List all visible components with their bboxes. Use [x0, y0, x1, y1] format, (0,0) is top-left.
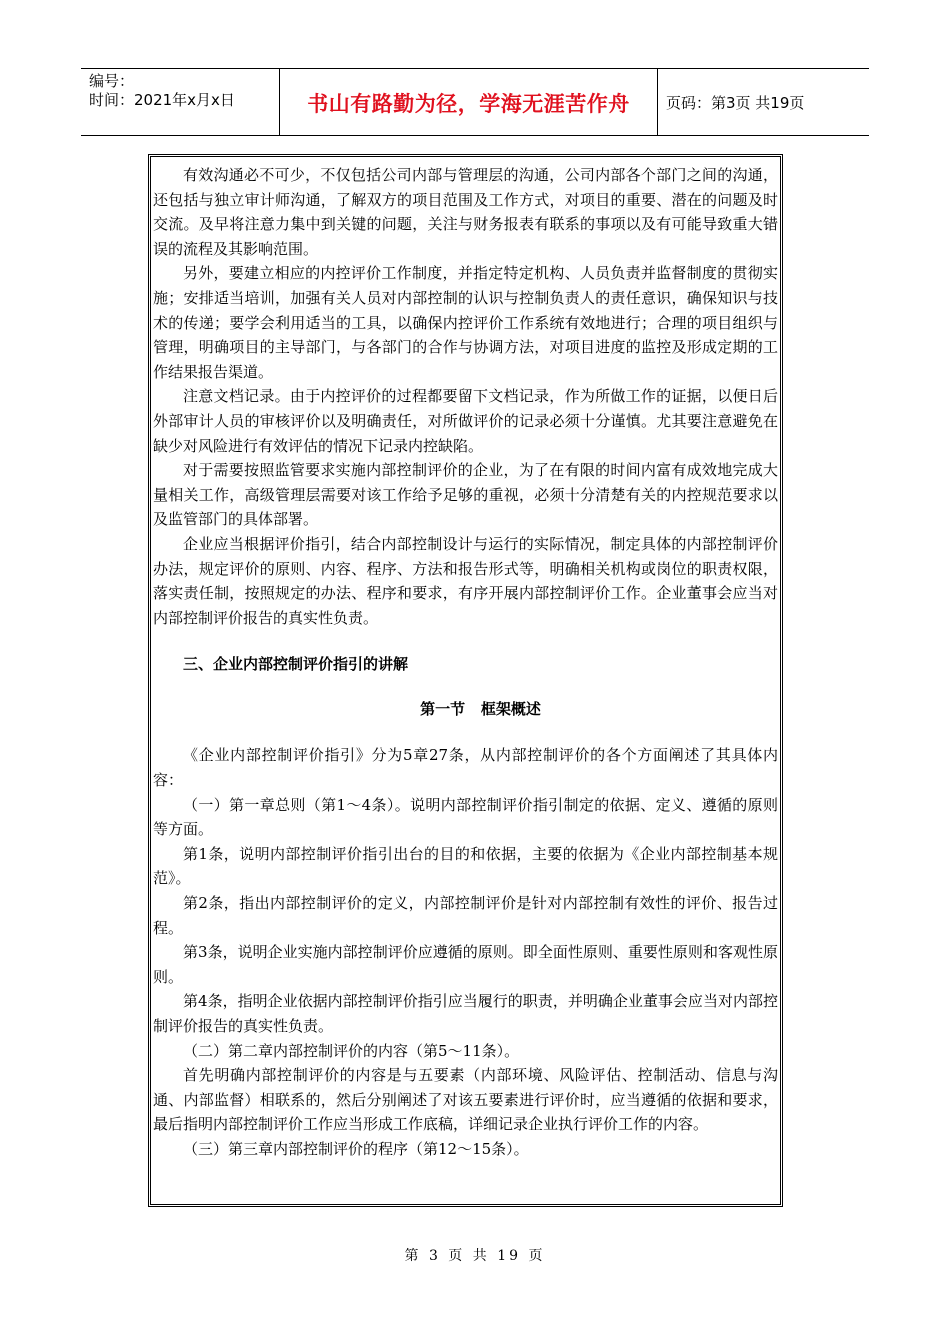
paragraph: 对于需要按照监管要求实施内部控制评价的企业，为了在有限的时间内富有成效地完成大量相关工作，高级管理层需要对该工作给予足够的重视，必须十分清楚有关的内控规范要求以及监管部门的具体部署。 — [153, 461, 778, 529]
paragraph: 另外，要建立相应的内控评价工作制度，并指定特定机构、人员负责并监督制度的贯彻实施；安排适当培训，加强有关人员对内部控制的认识与控制负责人的责任意识，确保知识与技术的传递；要学会利用适当的工具，以确保内控评价工作系统有效地进行；合理的项目组织与管理，明确项目的主导部门，与各部门的合作与协调方法，对项目进度的监控及形成定期的工作结果报告渠道。 — [153, 264, 778, 381]
paragraph: （一）第一章总则（第1～4条）。说明内部控制评价指引制定的依据、定义、遵循的原则等方面。 — [153, 795, 778, 839]
content-body — [153, 163, 778, 1162]
header-meta — [81, 69, 280, 135]
header-page-label: 页码：第3页 共19页 — [666, 93, 805, 112]
subsection-heading: 第一节 框架概述 — [420, 699, 541, 718]
paragraph: （三）第三章内部控制评价的程序（第12～15条）。 — [183, 1139, 529, 1158]
header-motto: 书山有路勤为径，学海无涯苦作舟 — [280, 69, 658, 135]
document-number-label: 编号： — [89, 72, 135, 90]
paragraph: 第1条，说明内部控制评价指引出台的目的和依据，主要的依据为《企业内部控制基本规范》。 — [153, 844, 778, 888]
paragraph: 第2条，指出内部控制评价的定义，内部控制评价是针对内部控制有效性的评价、报告过程。 — [153, 894, 778, 937]
document-time-label: 时间：2021年x月x日 — [89, 91, 235, 109]
page-footer: 第 3 页 共 19 页 — [404, 1248, 546, 1264]
paragraph: （二）第二章内部控制评价的内容（第5～11条）。 — [183, 1041, 520, 1060]
spacer — [153, 721, 778, 743]
paragraph: 第3条，说明企业实施内部控制评价应遵循的原则。即全面性原则、重要性原则和客观性原则。 — [153, 943, 778, 986]
page-header — [81, 68, 869, 136]
paragraph: 注意文档记录。由于内控评价的过程都要留下文档记录，作为所做工作的证据，以便日后外部审计人员的审核评价以及明确责任，对所做评价的记录必须十分谨慎。尤其要注意避免在缺少对风险进行有效评估的情况下记录内控缺陷。 — [153, 387, 778, 455]
paragraph: 有效沟通必不可少，不仅包括公司内部与管理层的沟通，公司内部各个部门之间的沟通，还包括与独立审计师沟通，了解双方的项目范围及工作方式，对项目的重要、潜在的问题及时交流。及早将注意力集中到关键的问题，关注与财务报表有联系的事项以及有可能导致重大错误的流程及其影响范围。 — [153, 166, 778, 258]
paragraph: 首先明确内部控制评价的内容是与五要素（内部环境、风险评估、控制活动、信息与沟通、内部监督）相联系的，然后分别阐述了对该五要素进行评价时，应当遵循的依据和要求，最后指明内部控制评价工作应当形成工作底稿，详细记录企业执行评价工作的内容。 — [153, 1066, 778, 1134]
paragraph: 企业应当根据评价指引，结合内部控制设计与运行的实际情况，制定具体的内部控制评价办法，规定评价的原则、内容、程序、方法和报告形式等，明确相关机构或岗位的职责权限，落实责任制，按照规定的办法、程序和要求，有序开展内部控制评价工作。企业董事会应当对内部控制评价报告的真实性负责。 — [153, 534, 778, 627]
paragraph: 《企业内部控制评价指引》分为5章27条，从内部控制评价的各个方面阐述了其具体内容： — [153, 746, 778, 790]
spacer — [153, 630, 778, 652]
content-box — [148, 154, 783, 1207]
paragraph: 第4条，指明企业依据内部控制评价指引应当履行的职责，并明确企业董事会应当对内部控制评价报告的真实性负责。 — [153, 992, 778, 1035]
spacer — [153, 677, 778, 697]
section-heading: 三、企业内部控制评价指引的讲解 — [183, 655, 409, 674]
